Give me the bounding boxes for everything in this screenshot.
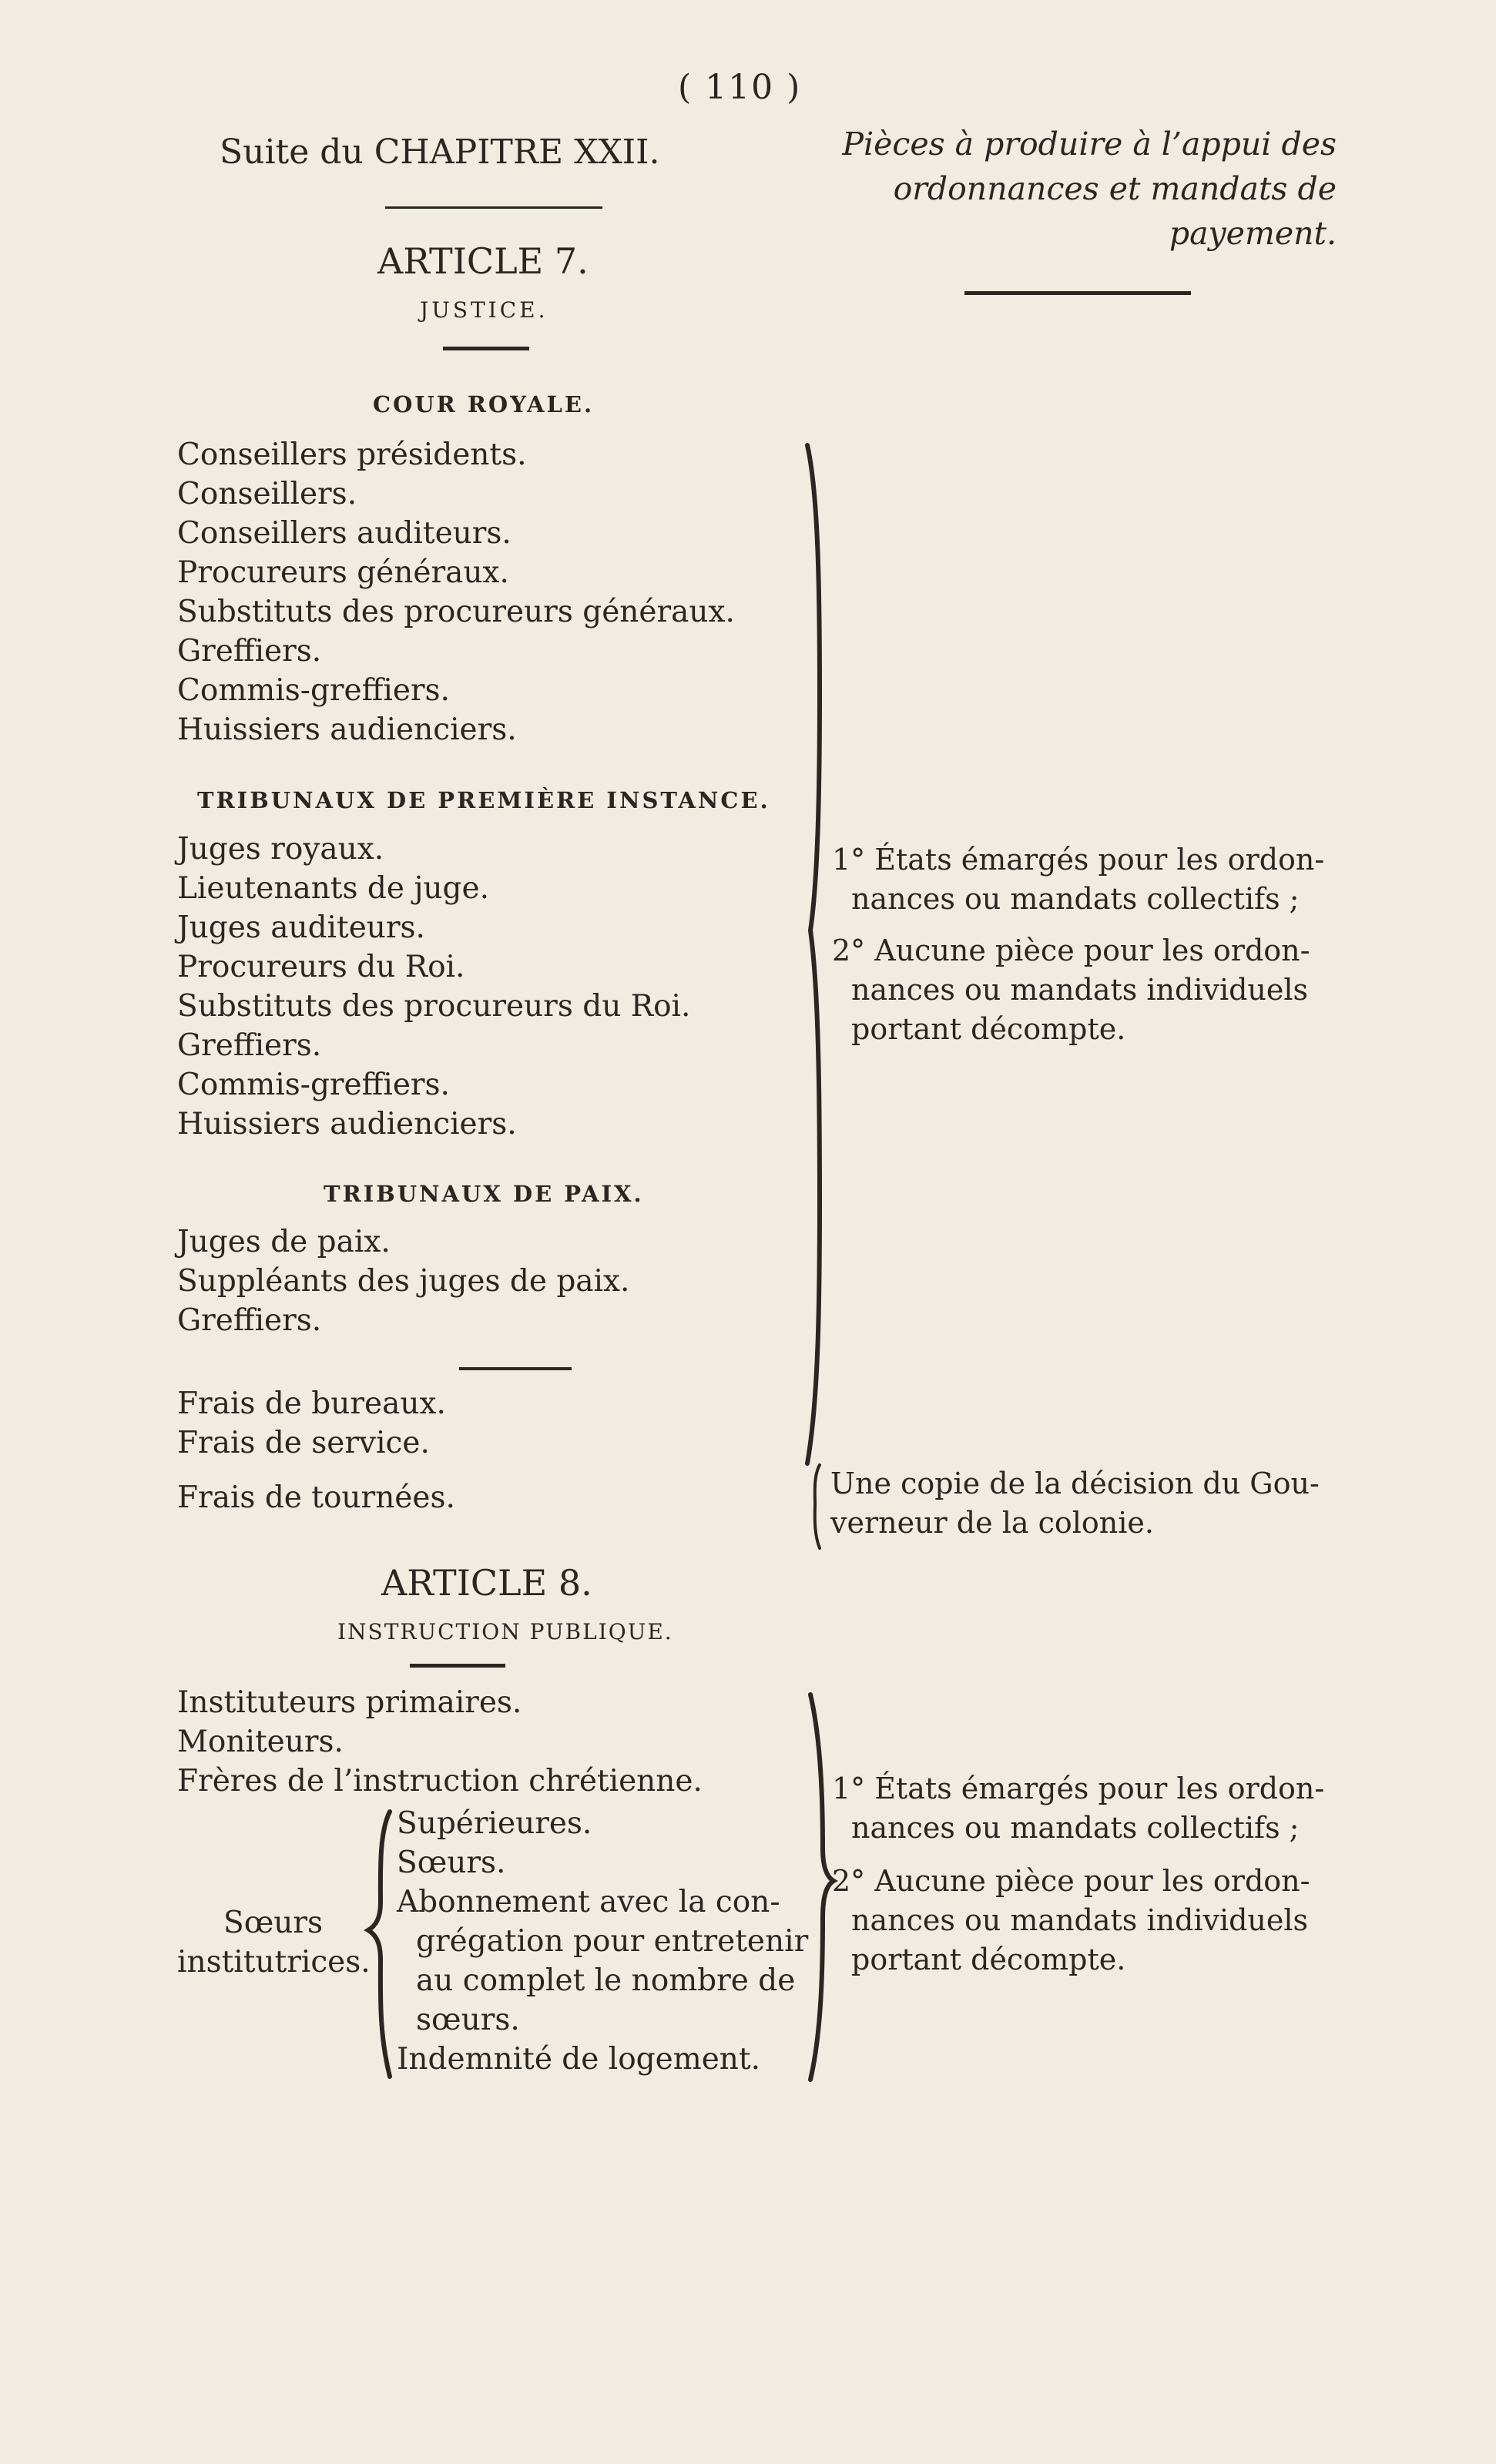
- soeurs-label: Sœurs: [223, 1906, 324, 1940]
- list-item: Moniteurs.: [177, 1725, 344, 1759]
- list-item: Abonnement avec la con-: [397, 1885, 780, 1919]
- right-heading-line: Pièces à produire à l’appui des: [842, 126, 1337, 163]
- article8-title: ARTICLE 8.: [381, 1562, 592, 1604]
- chapter-heading: Suite du CHAPITRE XXII.: [220, 132, 660, 172]
- list-item: Juges de paix.: [177, 1225, 391, 1259]
- note-line: 1° États émargés pour les ordon-: [832, 1772, 1325, 1805]
- list-item: Conseillers auditeurs.: [177, 516, 512, 551]
- list-item: Commis-greffiers.: [177, 673, 450, 708]
- note-line: verneur de la colonie.: [830, 1506, 1154, 1540]
- list-item: Procureurs du Roi.: [177, 950, 465, 984]
- list-item: Substituts des procureurs du Roi.: [177, 989, 691, 1024]
- list-item: Commis-greffiers.: [177, 1068, 450, 1102]
- list-item: Instituteurs primaires.: [177, 1685, 522, 1720]
- list-item: Substituts des procureurs généraux.: [177, 595, 735, 629]
- list-item: au complet le nombre de: [416, 1963, 796, 1998]
- list-item: Frais de service.: [177, 1426, 430, 1460]
- note-line: portant décompte.: [851, 1012, 1126, 1046]
- note-line: Une copie de la décision du Gou-: [830, 1467, 1320, 1500]
- list-item: Greffiers.: [177, 1303, 322, 1338]
- note-line: nances ou mandats collectifs ;: [851, 882, 1300, 916]
- list-item: Huissiers audienciers.: [177, 712, 517, 747]
- list-item: Lieutenants de juge.: [177, 871, 489, 906]
- large-right-brace: [807, 445, 820, 1463]
- note-line: nances ou mandats individuels: [851, 973, 1309, 1007]
- note-line: nances ou mandats collectifs ;: [851, 1811, 1300, 1845]
- right-heading-line: ordonnances et mandats de: [893, 170, 1337, 207]
- small-left-brace: [815, 1465, 820, 1548]
- note-line: nances ou mandats individuels: [851, 1903, 1309, 1937]
- list-item: sœurs.: [416, 2003, 520, 2037]
- list-item: Procureurs généraux.: [177, 555, 509, 590]
- list-item: Conseillers.: [177, 477, 357, 511]
- article8-right-brace: [810, 1695, 834, 2080]
- right-heading-line: payement.: [1169, 215, 1337, 252]
- list-item: Frères de l’instruction chrétienne.: [177, 1764, 703, 1799]
- soeurs-label: institutrices.: [177, 1945, 371, 1980]
- note-line: 2° Aucune pièce pour les ordon-: [832, 934, 1310, 967]
- list-item: Sœurs.: [397, 1845, 506, 1880]
- page-number: ( 110 ): [678, 68, 802, 107]
- article8-subtitle: INSTRUCTION PUBLIQUE.: [337, 1619, 673, 1644]
- list-item: Frais de tournées.: [177, 1480, 455, 1515]
- list-item: Greffiers.: [177, 1028, 322, 1063]
- note-line: 2° Aucune pièce pour les ordon-: [832, 1864, 1310, 1898]
- list-item: Frais de bureaux.: [177, 1386, 446, 1421]
- cour-royale-heading: COUR ROYALE.: [373, 391, 595, 417]
- note-line: portant décompte.: [851, 1943, 1126, 1976]
- soeurs-left-brace: [368, 1812, 390, 2077]
- list-item: Juges royaux.: [177, 832, 384, 867]
- list-item: Suppléants des juges de paix.: [177, 1264, 630, 1299]
- list-item: Conseillers présidents.: [177, 437, 527, 472]
- article7-title: ARTICLE 7.: [377, 240, 589, 282]
- list-item: Greffiers.: [177, 634, 322, 669]
- list-item: Juges auditeurs.: [177, 910, 425, 945]
- tribunaux-premiere-heading: TRIBUNAUX DE PREMIÈRE INSTANCE.: [197, 787, 770, 813]
- article7-subtitle: JUSTICE.: [420, 297, 548, 323]
- note-line: 1° États émargés pour les ordon-: [832, 843, 1325, 877]
- tribunaux-paix-heading: TRIBUNAUX DE PAIX.: [324, 1181, 644, 1207]
- list-item: grégation pour entretenir: [416, 1924, 809, 1959]
- list-item: Supérieures.: [397, 1806, 592, 1841]
- list-item: Huissiers audienciers.: [177, 1107, 517, 1141]
- list-item: Indemnité de logement.: [397, 2042, 760, 2077]
